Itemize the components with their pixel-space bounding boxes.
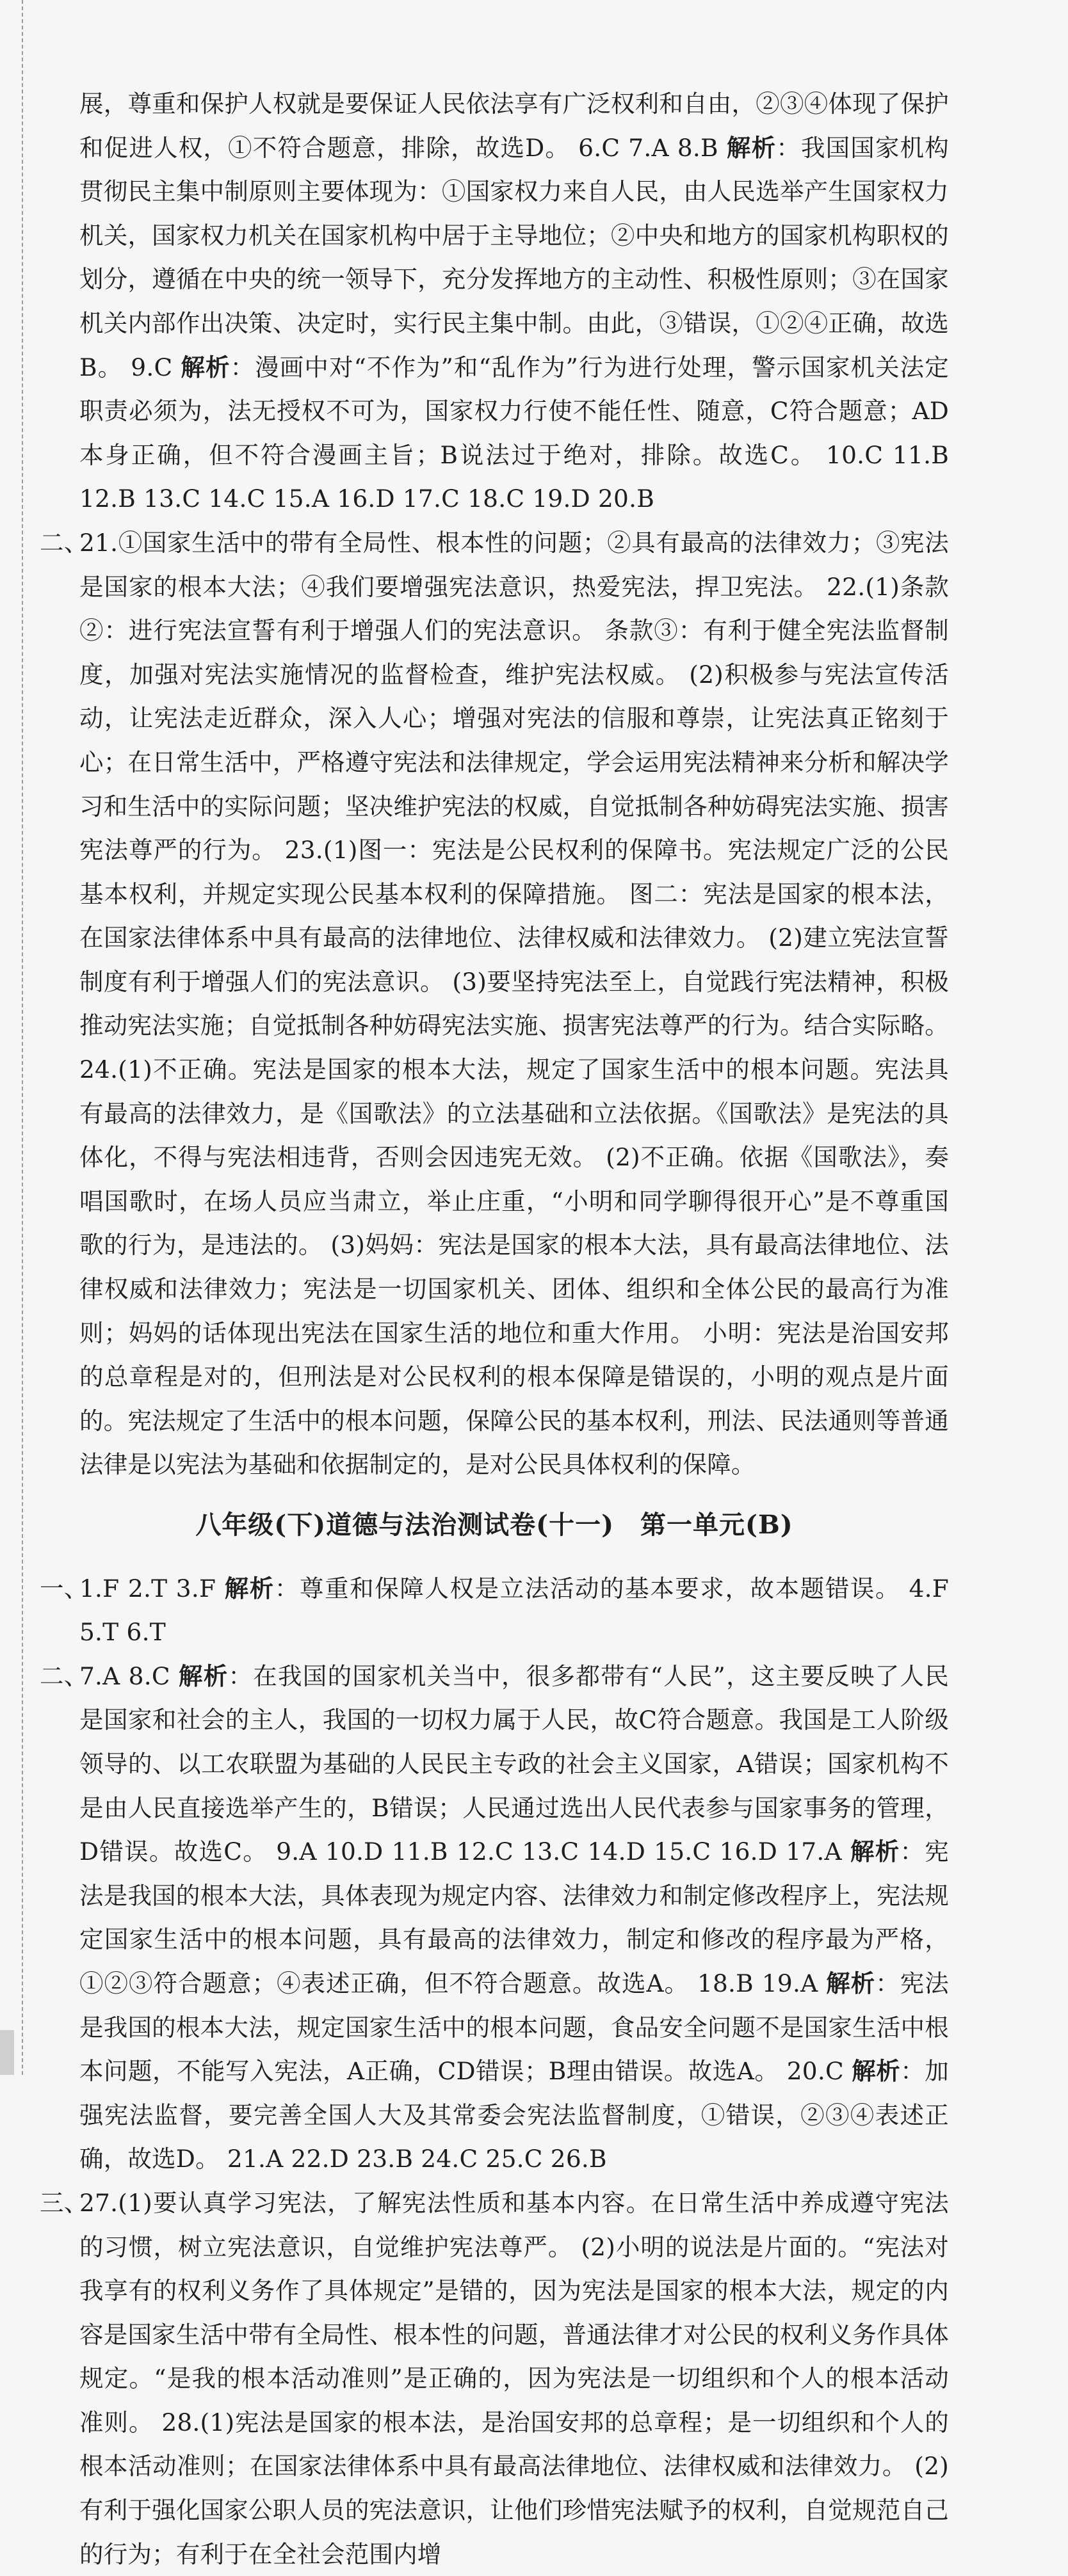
section-label: 三、 [40, 2188, 88, 2217]
answer-block-continued: 展，尊重和保护人权就是要保证人民依法享有广泛权利和自由，②③④体现了保护和促进人权，①不符合题意，排除，故选D。 6.C 7.A 8.B 解析：我国国家机构贯彻民主集中制原则主要体现为：①国家权力来自人民，由人民选举产生国家权力机关，国家权力机关在国家机构中居于主导地位；②中央和地方的国家机构职权的划分，遵循在中央的统一领导下，充分发挥地方的主动性、积极性原则；③在国家机关内部作出决策、决定时，实行民主集中制。由此，③错误，①②④正确，故选B。 9.C 解析：漫画中对“不作为”和“乱作为”行为进行处理，警示国家机关法定职责必须为，法无授权不可为，国家权力行使不能任性、随意，C符合题意；AD本身正确，但不符合漫画主旨；B说法过于绝对，排除。故选C。 10.C 11.B 12.B 13.C 14.C 15.A 16.D 17.C 18.C 19.D 20.B [79, 90, 950, 513]
analysis-label: 解析 [826, 1969, 876, 1997]
section-label: 二、 [40, 1661, 88, 1690]
analysis-label: 解析 [181, 353, 231, 381]
section-3-text: 27.(1)要认真学习宪法，了解宪法性质和基本内容。在日常生活中养成遵守宪法的习惯，树立宪法意识，自觉维护宪法尊严。 (2)小明的说法是片面的。“宪法对我享有的权利义务作了具体规定”是错的，因为宪法是国家的根本大法，规定的内容是国家生活中带有全局性、根本性的问题，普通法律才对公民的权利义务作具体规定。“是我的根本活动准则”是正确的，因为宪法是一切组织和个人的根本活动准则。 28.(1)宪法是国家的根本法，是治国安邦的总章程；是一切组织和个人的根本活动准则；在国家法律体系中具有最高法律地位、法律权威和法律效力。 (2)有利于强化国家公职人员的宪法意识，让他们珍惜宪法赋予的权利，自觉规范自己的行为；有利于在全社会范围内增 [79, 2188, 949, 2568]
section-1-answers: 一、 1.F 2.T 3.F 解析：尊重和保障人权是立法活动的基本要求，故本题错误。 4.F 5.T 6.T [40, 1567, 949, 1654]
section-2-answers-b: 二、 7.A 8.C 解析：在我国的国家机关当中，很多都带有“人民”，这主要反映了人民是国家和社会的主人，我国的一切权力属于人民，故C符合题意。我国是工人阶级领导的、以工农联盟为基础的人民民主专政的社会主义国家，A错误；国家机构不是由人民直接选举产生的，B错误；人民通过选出人民代表参与国家事务的管理，D错误。故选C。 9.A 10.D 11.B 12.C 13.C 14.D 15.C 16.D 17.A 解析：宪法是我国的根本大法，具体表现为规定内容、法律效力和制定修改程序上，宪法规定国家生活中的根本问题，具有最高的法律效力，制定和修改的程序最为严格，①②③符合题意；④表述正确，但不符合题意。故选A。 18.B 19.A 解析：宪法是我国的根本大法，规定国家生活中的根本问题，食品安全问题不是国家生活中根本问题，不能写入宪法，A正确，CD错误；B理由错误。故选A。 20.C 解析：加强宪法监督，要完善全国人大及其常委会宪法监督制度，①错误，②③④表述正确，故选D。 21.A 22.D 23.B 24.C 25.C 26.B [40, 1654, 949, 2181]
page-corner-shadow [0, 2030, 14, 2075]
answer-page [40, 82, 949, 2576]
section-3-answers [40, 2181, 949, 2576]
analysis-label: 解析 [850, 1837, 900, 1866]
analysis-label: 解析 [224, 1574, 275, 1603]
section-label: 二、 [40, 528, 88, 557]
section-2-text: 21.①国家生活中的带有全局性、根本性的问题；②具有最高的法律效力；③宪法是国家的根本大法；④我们要增强宪法意识，热爱宪法，捍卫宪法。 22.(1)条款②：进行宪法宣誓有利于增强人们的宪法意识。 条款③：有利于健全宪法监督制度，加强对宪法实施情况的监督检查，维护宪法权威。 (2)积极参与宪法宣传活动，让宪法走近群众，深入人心；增强对宪法的信服和尊崇，让宪法真正铭刻于心；在日常生活中，严格遵守宪法和法律规定，学会运用宪法精神来分析和解决学习和生活中的实际问题；坚决维护宪法的权威，自觉抵制各种妨碍宪法实施、损害宪法尊严的行为。 23.(1)图一：宪法是公民权利的保障书。宪法规定广泛的公民基本权利，并规定实现公民基本权利的保障措施。 图二：宪法是国家的根本法，在国家法律体系中具有最高的法律地位、法律权威和法律效力。 (2)建立宪法宣誓制度有利于增强人们的宪法意识。 (3)要坚持宪法至上，自觉践行宪法精神，积极推动宪法实施；自觉抵制各种妨碍宪法实施、损害宪法尊严的行为。结合实际略。 24.(1)不正确。宪法是国家的根本大法，规定了国家生活中的根本问题。宪法具有最高的法律效力，是《国歌法》的立法基础和立法依据。《国歌法》是宪法的具体化，不得与宪法相违背，否则会因违宪无效。 (2)不正确。依据《国歌法》，奏唱国歌时，在场人员应当肃立，举止庄重，“小明和同学聊得很开心”是不尊重国歌的行为，是违法的。 (3)妈妈：宪法是国家的根本大法，具有最高法律地位、法律权威和法律效力；宪法是一切国家机关、团体、组织和全体公民的最高行为准则；妈妈的话体现出宪法在国家生活的地位和重大作用。 小明：宪法是治国安邦的总章程是对的，但刑法是对公民权利的根本保障是错误的，小明的观点是片面的。宪法规定了生活中的根本问题，保障公民的基本权利，刑法、民法通则等普通法律是以宪法为基础和依据制定的，是对公民具体权利的保障。 [79, 528, 949, 1479]
analysis-label: 解析 [178, 1661, 229, 1690]
binding-margin-line [0, 0, 23, 2075]
section-label: 一、 [40, 1574, 88, 1603]
analysis-label: 解析 [726, 133, 777, 162]
analysis-label: 解析 [852, 2057, 901, 2086]
section-2-answers [40, 521, 949, 1487]
test-paper-title: 八年级(下)道德与法治测试卷(十一) 第一单元(B) [195, 1510, 793, 1540]
